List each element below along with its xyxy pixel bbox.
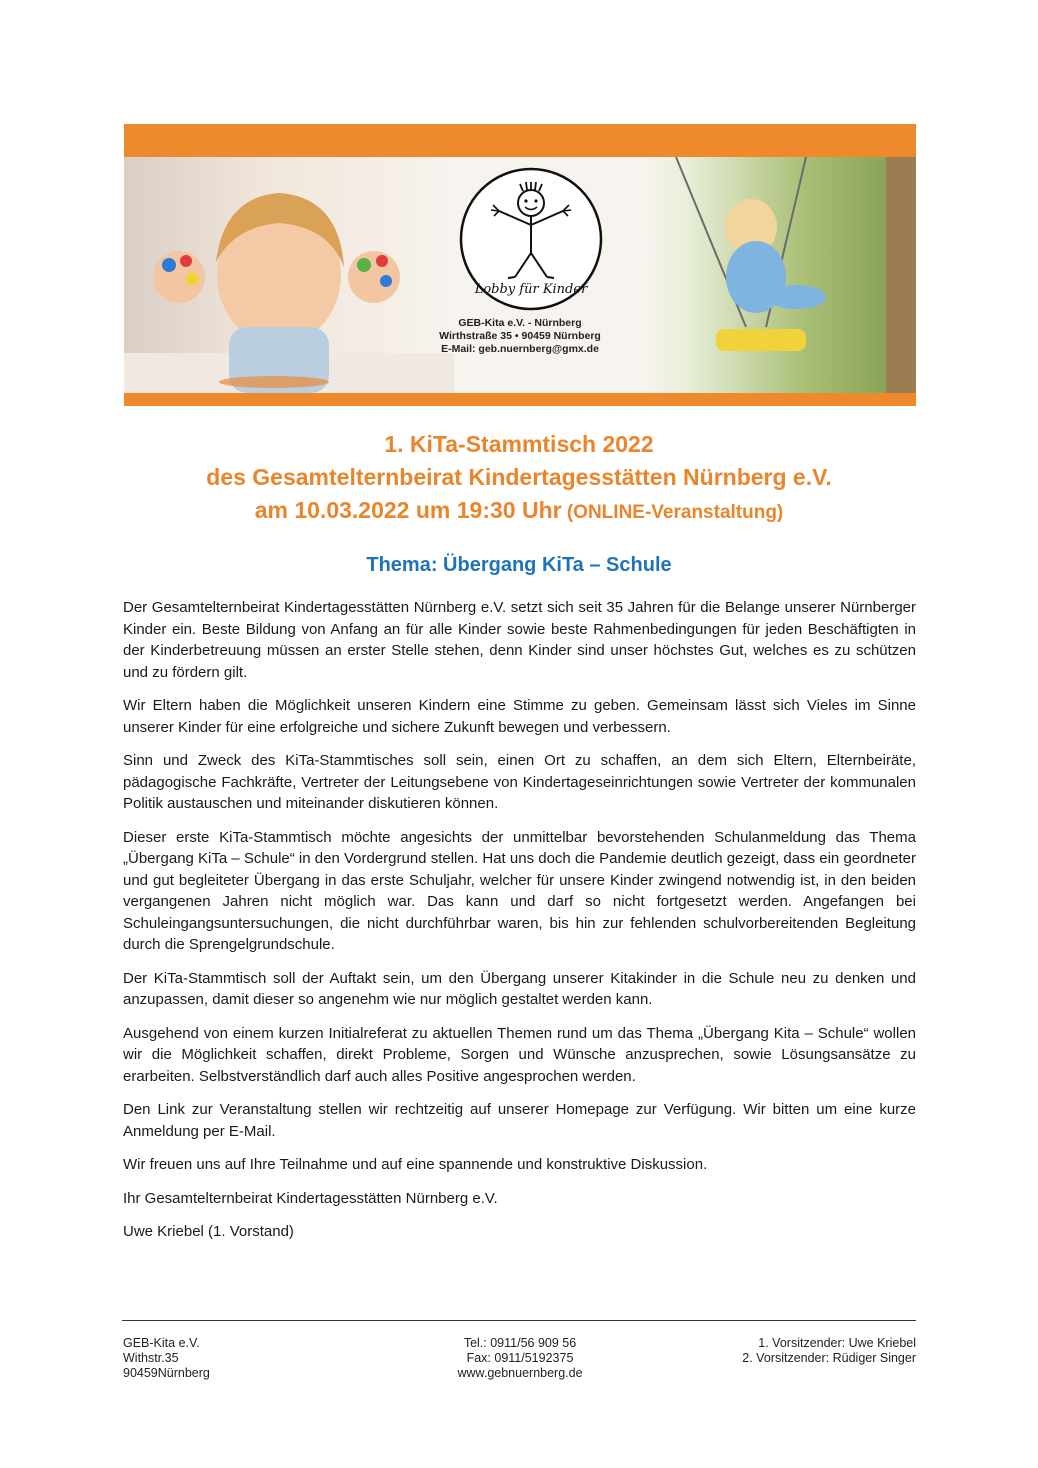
footer-address: [123, 1336, 210, 1381]
child-painting-photo: [124, 157, 454, 393]
footer-chair-1: 1. Vorsitzender: Uwe Kriebel: [758, 1336, 916, 1350]
child-painting-illustration: [124, 157, 454, 393]
footer-divider: [122, 1320, 916, 1321]
banner-photo-strip: [124, 157, 916, 393]
logo-lettering: Lobby für Kinder: [474, 282, 588, 297]
header-banner: [124, 124, 916, 406]
title-line-2: des Gesamtelternbeirat Kindertagesstätten Nürnberg e.V.: [206, 464, 832, 490]
banner-address-line: GEB-Kita e.V. - Nürnberg: [458, 317, 582, 329]
banner-address-line: E-Mail: geb.nuernberg@gmx.de: [441, 343, 599, 355]
event-date-time: am 10.03.2022 um 19:30 Uhr: [254, 497, 562, 523]
letter-body: [123, 597, 916, 1255]
body-paragraph: Ausgehend von einem kurzen Initialreferat zu aktuellen Themen rund um das Thema „Übergang Kita – Schule“ wollen wir die Möglichkeit schaffen, direkt Probleme, Sorgen und Wünsche anzusprechen, sowie Lösungsansätze zu erarbeiten. Selbstverständlich darf auch alles Positive angesprochen werden.: [123, 1024, 916, 1085]
banner-address: [414, 317, 626, 356]
body-paragraph: Der Gesamtelternbeirat Kindertagesstätten Nürnberg e.V. setzt sich seit 35 Jahren für die Belange unserer Nürnberger Kinder ein. Beste Bildung von Anfang an für alle Kinder sowie beste Rahmenbedingungen für jeden Beschäftigten in der Kinderbetreuung müssen an erster Stelle stehen, denn Kinder sind unser höchstes Gut, welches es zu schützen und zu fördern gilt.: [123, 599, 916, 681]
document-title: [0, 428, 1038, 529]
footer-line: GEB-Kita e.V.: [123, 1336, 200, 1350]
signature-line: Uwe Kriebel (1. Vorstand): [123, 1223, 294, 1240]
event-format-note: (ONLINE-Veranstaltung): [561, 502, 784, 523]
child-swing-photo: [646, 157, 916, 393]
footer-chair-2: 2. Vorsitzender: Rüdiger Singer: [742, 1351, 916, 1365]
footer-line: 90459Nürnberg: [123, 1366, 210, 1380]
body-paragraph: Den Link zur Veranstaltung stellen wir rechtzeitig auf unserer Homepage zur Verfügung. Wir bitten um eine kurze Anmeldung per E-Mail.: [123, 1101, 916, 1140]
lobby-fuer-kinder-logo: [457, 165, 605, 313]
footer-fax: Fax: 0911/5192375: [466, 1351, 574, 1365]
title-line-1: 1. KiTa-Stammtisch 2022: [384, 431, 654, 457]
body-paragraph: Dieser erste KiTa-Stammtisch möchte angesichts der unmittelbar bevorstehenden Schulanmeldung das Thema „Übergang KiTa – Schule“ in den Vordergrund stellen. Hat uns doch die Pandemie deutlich gezeigt, dass ein geordneter und gut begleiteter Übergang in das erste Schuljahr, welcher für unsere Kinder zwingend notwendig ist, in den beiden vergangenen Jahren nicht möglich war. Das kann und darf so nicht fortgesetzt werden. Angefangen bei Schuleingangsuntersuchungen, die nicht durchführbar waren, bis hin zur fehlenden schulvorbereitenden Begleitung durch die Sprengelgrundschule.: [123, 828, 917, 953]
footer-phone: Tel.: 0911/56 909 56: [463, 1336, 577, 1350]
body-paragraph: Der KiTa-Stammtisch soll der Auftakt sein, um den Übergang unserer Kitakinder in die Schule neu zu denken und anzupassen, damit dieser so angenehm wie nur möglich gestaltet werden kann.: [123, 969, 916, 1008]
body-paragraph: Wir Eltern haben die Möglichkeit unseren Kindern eine Stimme zu geben. Gemeinsam lässt sich Vieles im Sinne unserer Kinder für eine erfolgreiche und sichere Zukunft bewegen und verbessern.: [123, 697, 916, 736]
closing-line: Ihr Gesamtelternbeirat Kindertagesstätten Nürnberg e.V.: [123, 1189, 498, 1207]
footer-line: Withstr.35: [123, 1351, 179, 1365]
child-swing-illustration: [646, 157, 916, 393]
body-paragraph: Wir freuen uns auf Ihre Teilnahme und auf eine spannende und konstruktive Diskussion.: [123, 1156, 708, 1173]
topic-subtitle: Thema: Übergang KiTa – Schule: [366, 554, 672, 576]
footer-website: www.gebnuernberg.de: [457, 1366, 583, 1380]
footer-contact: [420, 1336, 620, 1381]
stick-figure-logo-icon: [457, 165, 605, 313]
body-paragraph: Sinn und Zweck des KiTa-Stammtisches soll sein, einen Ort zu schaffen, an dem sich Eltern, Elternbeiräte, pädagogische Fachkräfte, Vertreter der Leitungsebene von Kindertageseinrichtungen sowie Vertreter der kommunalen Politik austauschen und miteinander diskutieren können.: [123, 752, 916, 812]
footer-board: [680, 1336, 916, 1366]
title-line-3: [0, 494, 1038, 529]
banner-address-line: Wirthstraße 35 • 90459 Nürnberg: [439, 330, 601, 342]
